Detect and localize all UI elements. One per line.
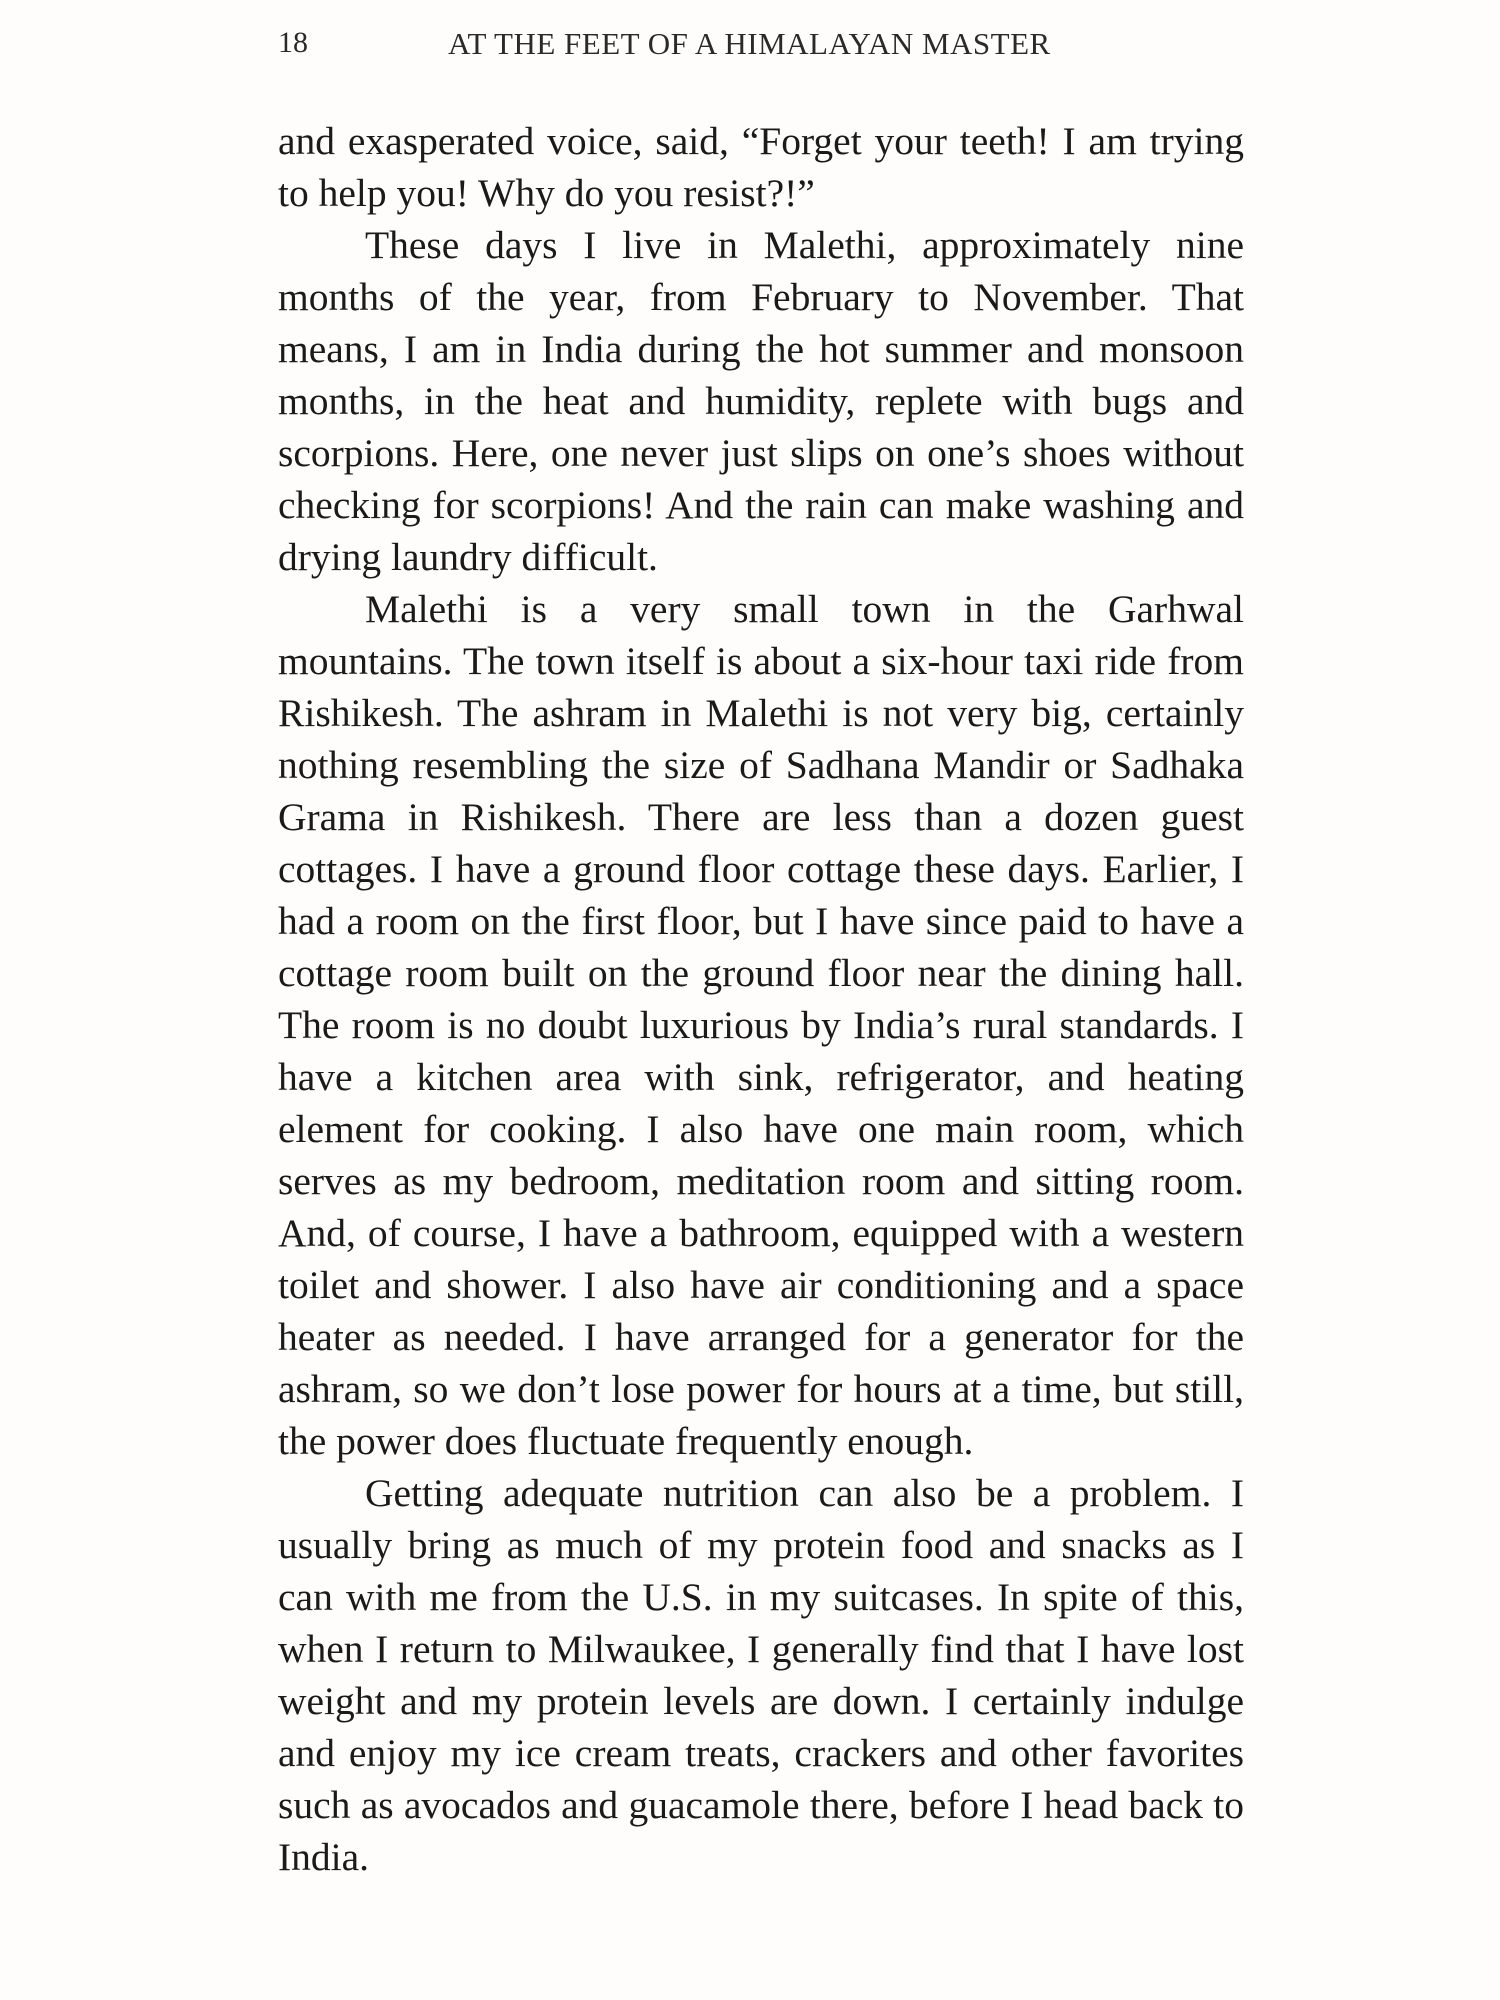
body-text	[278, 115, 1244, 1883]
running-head	[278, 22, 1244, 66]
book-title: AT THE FEET OF A HIMALAYAN MASTER	[448, 26, 1051, 61]
paragraph: Malethi is a very small town in the Garhwal mountains. The town itself is about a six-hour taxi ride from Rishikesh. The ashram in Malethi is not very big, certainly nothing resembling the size of Sadhana Mandir or Sadhaka Grama in Rishikesh. There are less than a dozen guest cottages. I have a ground floor cottage these days. Earlier, I had a room on the first floor, but I have since paid to have a cottage room built on the ground floor near the dining hall. The room is no doubt luxurious by India’s rural standards. I have a kitchen area with sink, refrigerator, and heating element for cooking. I also have one main room, which serves as my bedroom, meditation room and sitting room. And, of course, I have a bathroom, equipped with a western toilet and shower. I also have air conditioning and a space heater as needed. I have arranged for a generator for the ashram, so we don’t lose power for hours at a time, but still, the power does fluctuate frequently enough.	[278, 587, 1244, 1463]
paragraph: Getting adequate nutrition can also be a problem. I usually bring as much of my protein food and snacks as I can with me from the U.S. in my suitcases. In spite of this, when I return to Milwaukee, I generally find that I have lost weight and my protein levels are down. I certainly indulge and enjoy my ice cream treats, crackers and other favorites such as avocados and guacamole there, before I head back to India.	[278, 1471, 1244, 1879]
page-number: 18	[278, 26, 308, 59]
paragraph: and exasperated voice, said, “Forget your teeth! I am trying to help you! Why do you resist?!”	[278, 119, 1244, 215]
paragraph: These days I live in Malethi, approximately nine months of the year, from February to November. That means, I am in India during the hot summer and monsoon months, in the heat and humidity, replete with bugs and scorpions. Here, one never just slips on one’s shoes without checking for scorpions! And the rain can make washing and drying laundry difficult.	[278, 223, 1244, 579]
